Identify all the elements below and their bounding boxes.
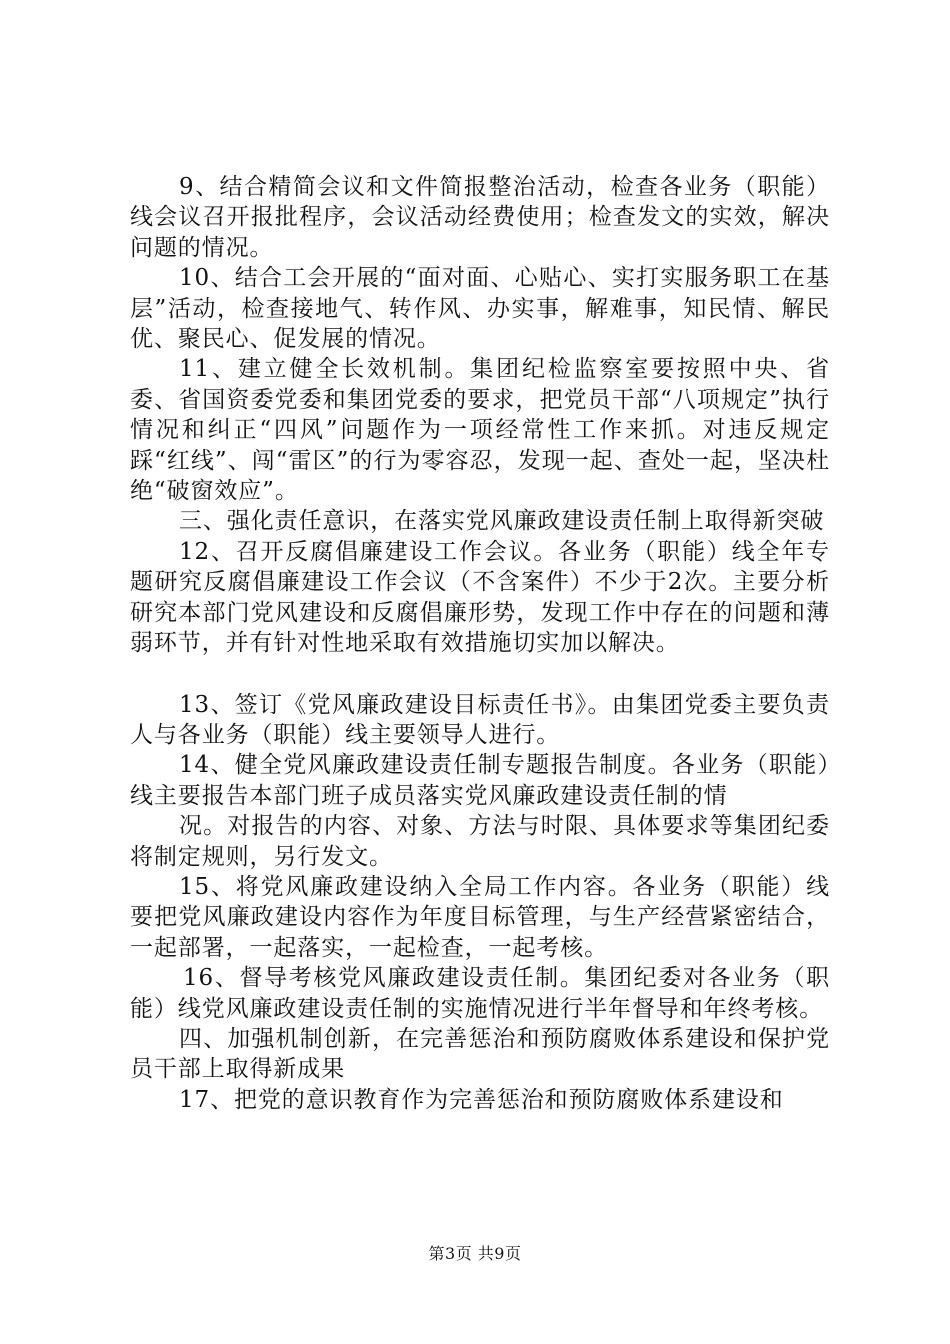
- section-heading-4: 四、加强机制创新，在完善惩治和预防腐败体系建设和保护党员干部上取得新成果: [130, 1025, 830, 1083]
- page-footer: [0, 1244, 950, 1264]
- paragraph-item-15: 15、将党风廉政建设纳入全局工作内容。各业务（职能）线要把党风廉政建设内容作为年度目标管理，与生产经营紧密结合，一起部署，一起落实，一起检查，一起考核。: [130, 873, 830, 961]
- paragraph-item-14-continued: 况。对报告的内容、对象、方法与时限、具体要求等集团纪委将制定规则，另行发文。: [130, 813, 830, 870]
- paragraph-item-9: 9、结合精简会议和文件简报整治活动，检查各业务（职能）线会议召开报批程序，会议活动经费使用；检查发文的实效，解决问题的情况。: [130, 174, 830, 261]
- paragraph-item-11: 11、建立健全长效机制。集团纪检监察室要按照中央、省委、省国资委党委和集团党委的要求，把党员干部“八项规定”执行情况和纠正“四风”问题作为一项经常性工作来抓。对违反规定踩“红线”、闯“雷区”的行为零容忍，发现一起、查处一起，坚决杜绝“破窗效应”。: [130, 356, 830, 505]
- page-number-label: 第3页 共9页: [428, 1244, 522, 1263]
- paragraph-item-14: 14、健全党风廉政建设责任制专题报告制度。各业务（职能）线主要报告本部门班子成员落实党风廉政建设责任制的情: [130, 752, 830, 809]
- section-heading-3: 三、强化责任意识，在落实党风廉政建设责任制上取得新突破: [179, 508, 825, 535]
- paragraph-item-12: 12、召开反腐倡廉建设工作会议。各业务（职能）线全年专题研究反腐倡廉建设工作会议（不含案件）不少于2次。主要分析研究本部门党风建设和反腐倡廉形势，发现工作中存在的问题和薄弱环节，并有针对性地采取有效措施切实加以解决。: [130, 538, 830, 657]
- document-body: [130, 172, 830, 1115]
- paragraph-item-13: 13、签订《党风廉政建设目标责任书》。由集团党委主要负责人与各业务（职能）线主要领导人进行。: [130, 691, 830, 748]
- paragraph-item-17: 17、把党的意识教育作为完善惩治和预防腐败体系建设和: [179, 1086, 784, 1113]
- paragraph-item-16: 16、督导考核党风廉政建设责任制。集团纪委对各业务（职能）线党风廉政建设责任制的实施情况进行半年督导和年终考核。: [130, 965, 830, 1022]
- paragraph-item-10: 10、结合工会开展的“面对面、心贴心、实打实服务职工在基层”活动，检查接地气、转作风、办实事，解难事，知民情、解民优、聚民心、促发展的情况。: [130, 265, 830, 353]
